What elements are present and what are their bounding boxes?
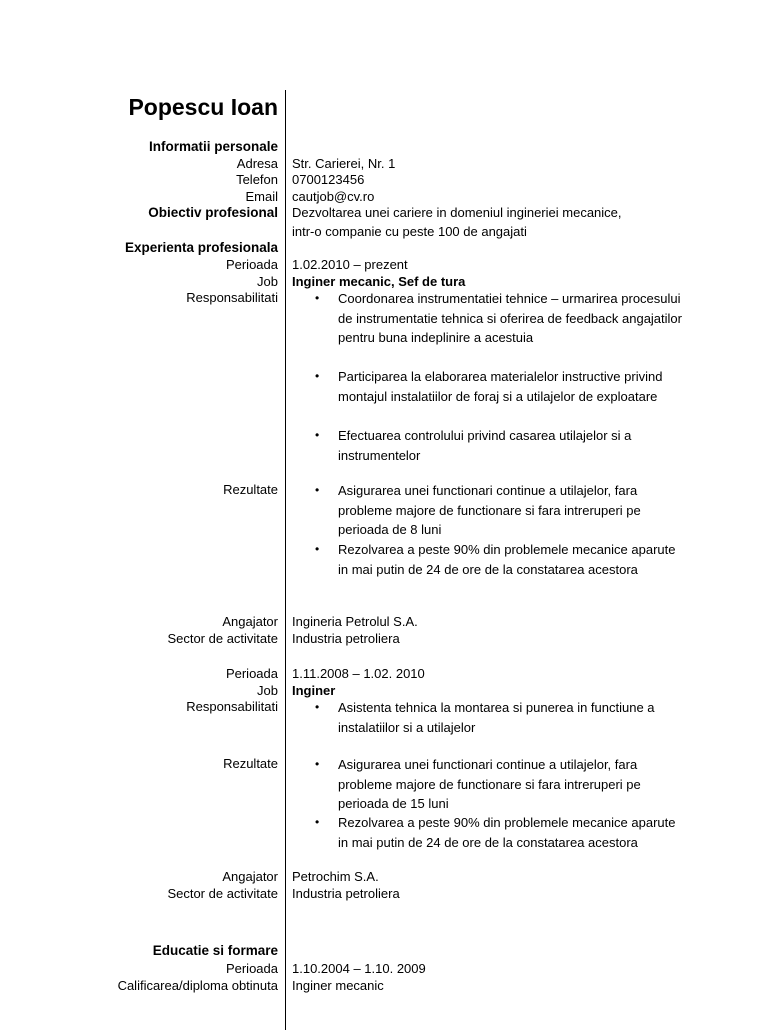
bullet-icon: • [315,815,320,829]
phone-label: Telefon [236,172,278,187]
bullet-icon: • [315,369,320,383]
job2-period: 1.11.2008 – 1.02. 2010 [292,666,425,681]
job1-result-2: Rezolvarea a peste 90% din problemele mecanice aparute in mai putin de 24 de ore de la constatarea acestora [338,542,676,577]
experience-heading: Experienta profesionala [124,240,278,255]
job2-result-2: Rezolvarea a peste 90% din problemele mecanice aparute in mai putin de 24 de ore de la constatarea acestora [338,815,676,850]
phone-value: 0700123456 [292,172,365,187]
personal-info-heading: Informatii personale [148,139,278,154]
objective-heading: Obiectiv profesional [148,205,278,220]
job1-result-1: Asigurarea unei functionari continue a utilajelor, fara probleme majore de functionare si fara intreruperi pe perioada de 8 luni [338,483,641,537]
bullet-icon: • [315,428,320,442]
bullet-icon: • [315,542,320,556]
job1-results-label: Rezultate [223,482,278,497]
job1-sector: Industria petroliera [292,631,400,646]
job1-title: Inginer mecanic, Sef de tura [292,274,466,289]
email-value: cautjob@cv.ro [292,189,375,204]
cv-name: Popescu Ioan [128,94,278,120]
job2-results-label: Rezultate [223,756,278,771]
job1-responsibility-2: Participarea la elaborarea materialelor instructive privind montajul instalatiilor de foraj si a utilajelor de exploatare [338,369,663,404]
job1-employer-label: Angajator [222,614,278,629]
objective-line-2: intr-o companie cu peste 100 de angajati [292,224,527,239]
education-period: 1.10.2004 – 1.10. 2009 [292,961,426,976]
address-label: Adresa [236,156,278,171]
job2-period-label: Perioada [225,666,278,681]
education-heading: Educatie si formare [152,943,278,958]
job1-period: 1.02.2010 – prezent [292,257,408,272]
job2-responsibilities-label: Responsabilitati [186,699,278,714]
job2-sector-label: Sector de activitate [167,886,278,901]
qualification-value: Inginer mecanic [292,978,384,993]
job2-responsibility-1: Asistenta tehnica la montarea si punerea in functiune a instalatiilor si a utilajelor [338,700,655,735]
job2-sector: Industria petroliera [292,886,400,901]
bullet-icon: • [315,291,320,305]
job2-employer: Petrochim S.A. [292,869,379,884]
job1-responsibility-3: Efectuarea controlului privind casarea utilajelor si a instrumentelor [338,428,632,463]
objective-line-1: Dezvoltarea unei cariere in domeniul ingineriei mecanice, [292,205,622,220]
job1-sector-label: Sector de activitate [167,631,278,646]
job2-result-1: Asigurarea unei functionari continue a utilajelor, fara probleme majore de functionare si fara intreruperi pe perioada de 15 luni [338,757,641,811]
qualification-label: Calificarea/diploma obtinuta [117,978,278,993]
job2-employer-label: Angajator [222,869,278,884]
column-divider [285,90,286,1030]
bullet-icon: • [315,483,320,497]
job1-responsibilities-label: Responsabilitati [186,290,278,305]
job1-period-label: Perioada [225,257,278,272]
bullet-icon: • [315,757,320,771]
education-period-label: Perioada [225,961,278,976]
job2-job-label: Job [257,683,278,698]
bullet-icon: • [315,700,320,714]
job2-title: Inginer [292,683,336,698]
email-label: Email [245,189,278,204]
address-value: Str. Carierei, Nr. 1 [292,156,396,171]
job1-job-label: Job [257,274,278,289]
job1-employer: Ingineria Petrolul S.A. [292,614,418,629]
job1-responsibility-1: Coordonarea instrumentatiei tehnice – urmarirea procesului de instrumentatie tehnica si oferirea de feedback angajatilor pentru buna indeplinire a acestuia [338,291,682,345]
